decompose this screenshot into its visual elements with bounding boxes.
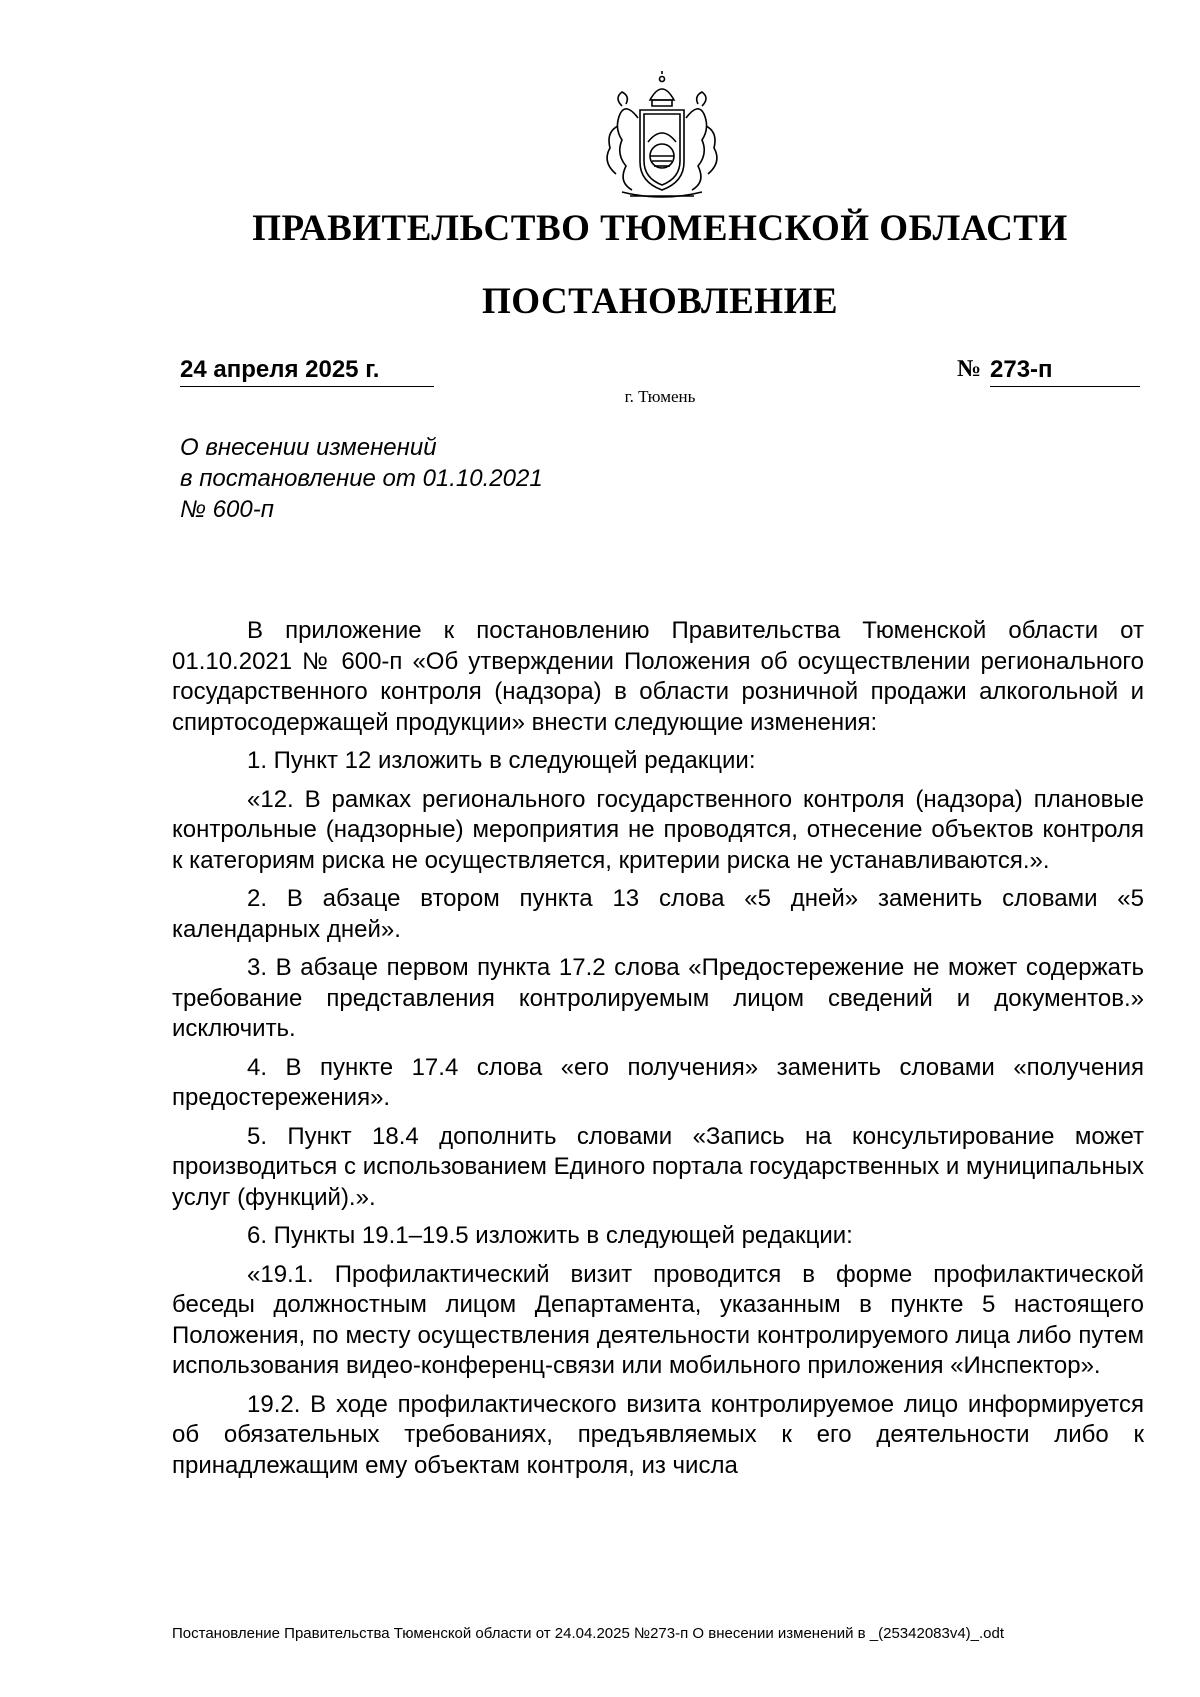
body-paragraph: В приложение к постановлению Правительства Тюменской области от 01.10.2021 № 600-п «Об утверждении Положения об осуществлении регионального государственного контроля (надзора) в области розничной продажи алкогольной и спиртосодержащей продукции» внести следующие изменения: [172, 617, 1144, 736]
body-paragraph: 2. В абзаце втором пункта 13 слова «5 дней» заменить словами «5 календарных дней». [172, 885, 1144, 943]
body-paragraph: 3. В абзаце первом пункта 17.2 слова «Предостережение не может содержать требование представления контролируемым лицом сведений и документов.» исключить. [172, 954, 1144, 1042]
body-paragraph: 5. Пункт 18.4 дополнить словами «Запись на консультирование может производиться с использованием Единого портала государственных и муниципальных услуг (функций).». [172, 1122, 1144, 1211]
subject-line: в постановление от 01.10.2021 [180, 465, 543, 492]
organization-title: ПРАВИТЕЛЬСТВО ТЮМЕНСКОЙ ОБЛАСТИ [252, 208, 1068, 249]
number-label: № [957, 356, 982, 382]
page-footer: Постановление Правительства Тюменской области от 24.04.2025 №273-п О внесении изменений в _(25342083v4)_.odt [172, 1625, 1005, 1642]
city-name: г. Тюмень [624, 387, 696, 406]
body-paragraph: 19.2. В ходе профилактического визита контролируемое лицо информируется об обязательных требованиях, предъявляемых к его деятельности либо к принадлежащим ему объектам контроля, из числа [172, 1390, 1144, 1479]
subject-line: О внесении изменений [180, 434, 437, 461]
document-body [172, 616, 1144, 1489]
body-paragraph: «19.1. Профилактический визит проводится в форме профилактической беседы должностным лицом Департамента, указанным в пункте 5 настоящего Положения, по месту осуществления деятельности контролируемого лица либо путем использования видео-конференц-связи или мобильного приложения «Инспектор». [172, 1260, 1144, 1379]
document-date: 24 апреля 2025 г. [180, 356, 434, 387]
subject-line: № 600-п [180, 496, 274, 523]
document-subject [180, 432, 543, 525]
document-number: 273-п [990, 356, 1140, 387]
body-paragraph: «12. В рамках регионального государственного контроля (надзора) плановые контрольные (надзорные) мероприятия не проводятся, отнесение объектов контроля к категориям риска не осуществляется, критерии риска не устанавливаются.». [172, 785, 1144, 874]
body-paragraph: 6. Пункты 19.1–19.5 изложить в следующей редакции: [247, 1222, 853, 1249]
body-paragraph: 1. Пункт 12 изложить в следующей редакции: [247, 747, 756, 774]
body-paragraph: 4. В пункте 17.4 слова «его получения» заменить словами «получения предостережения». [172, 1053, 1144, 1111]
document-type-title: ПОСТАНОВЛЕНИЕ [481, 281, 839, 322]
coat-of-arms-icon [592, 70, 732, 202]
